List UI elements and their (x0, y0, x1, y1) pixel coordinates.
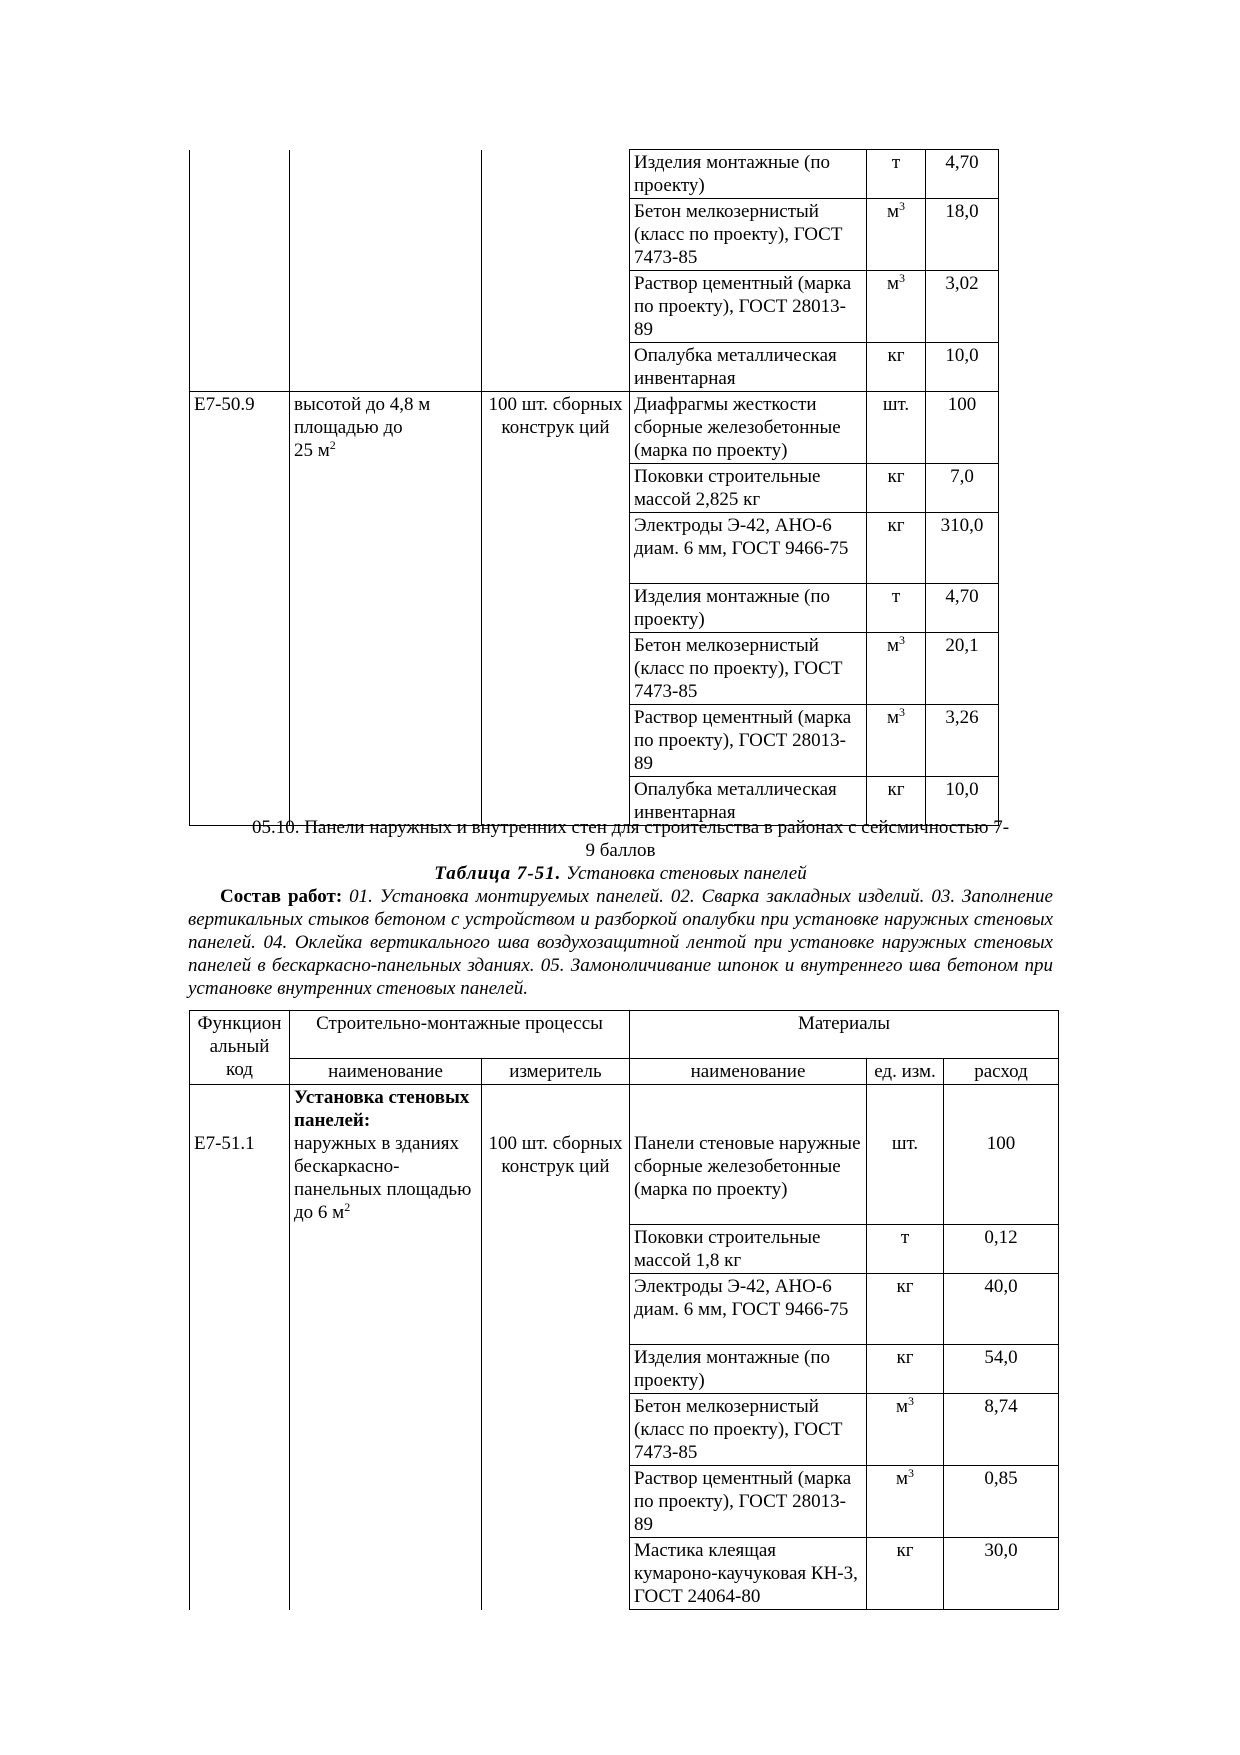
header-proc-measure: измеритель (482, 1059, 630, 1085)
process-measure: 100 шт. сборных конструк ций (482, 1085, 630, 1610)
material-value: 100 (926, 392, 999, 464)
material-unit: $м^3$ (867, 1466, 944, 1538)
material-value: 100 (944, 1085, 1059, 1225)
material-name: Электроды Э-42, АНО-6 диам. 6 мм, ГОСТ 9466-75 (630, 513, 867, 584)
material-value: 30,0 (944, 1538, 1059, 1610)
material-unit: кг (867, 1538, 944, 1610)
material-value: 8,74 (944, 1394, 1059, 1466)
material-value: 310,0 (926, 513, 999, 584)
material-name: Электроды Э-42, АНО-6 диам. 6 мм, ГОСТ 9466-75 (630, 1274, 867, 1345)
material-unit: $м^3$ (867, 271, 926, 343)
table-row (190, 392, 999, 464)
material-unit: т (867, 584, 926, 633)
material-unit: кг (867, 1274, 944, 1345)
table-row (190, 150, 999, 199)
material-unit: кг (867, 464, 926, 513)
table-7-50-continuation (189, 149, 999, 826)
material-name: Опалубка металлическая инвентарная (630, 343, 867, 392)
material-unit: $м^3$ (867, 199, 926, 271)
composition-text: 01. Установка монтируемых панелей. 02. Сварка закладных изделий. 03. Заполнение вертикальных стыков бетоном с устройством и разборкой опалубки при установке наружных стеновых панелей. 04. Оклейка вертикального шва воздухозащитной лентой при установке наружных стеновых панелей в бескаркасно-панельных зданиях. 05. Замоноличивание шпонок и внутреннего шва бетоном при установке внутренних стеновых панелей. (188, 886, 1053, 999)
table-row (190, 1085, 1059, 1225)
material-value: 3,02 (926, 271, 999, 343)
material-value: 0,85 (944, 1466, 1059, 1538)
table-7-51 (189, 1010, 1059, 1610)
table-caption: Таблица 7-51. Установка стеновых панелей (434, 863, 807, 884)
material-name: Бетон мелкозернистый (класс по проекту), ГОСТ 7473-85 (630, 1394, 867, 1466)
work-composition (188, 885, 1053, 1000)
material-name: Мастика клеящая кумароно-каучуковая КН-3, ГОСТ 24064-80 (630, 1538, 867, 1610)
material-unit: $м^3$ (867, 633, 926, 705)
material-unit: шт. (867, 392, 926, 464)
material-name: Поковки строительные массой 2,825 кг (630, 464, 867, 513)
header-materials: Материалы (630, 1011, 1059, 1059)
material-unit: кг (867, 777, 926, 826)
composition-label: Состав работ: (220, 886, 343, 907)
table-header-row (190, 1059, 1059, 1085)
material-value: 10,0 (926, 343, 999, 392)
table-header-row (190, 1011, 1059, 1059)
material-value: 54,0 (944, 1345, 1059, 1394)
material-name: Диафрагмы жесткости сборные железобетонные (марка по проекту) (630, 392, 867, 464)
material-unit: кг (867, 1345, 944, 1394)
material-name: Опалубка металлическая инвентарная (630, 777, 867, 826)
header-func-code: Функцион альный код (190, 1011, 290, 1085)
header-mat-consumption: расход (944, 1059, 1059, 1085)
material-value: 7,0 (926, 464, 999, 513)
material-name: Поковки строительные массой 1,8 кг (630, 1225, 867, 1274)
header-processes: Строительно-монтажные процессы (290, 1011, 630, 1059)
process-name: Установка стеновых панелей: наружных в зданиях бескаркасно-панельных площадью до 6 $м^2$ (290, 1085, 482, 1610)
material-unit: $м^3$ (867, 705, 926, 777)
header-mat-unit: ед. изм. (867, 1059, 944, 1085)
material-name: Изделия монтажные (по проекту) (630, 150, 867, 199)
material-name: Раствор цементный (марка по проекту), ГОСТ 28013-89 (630, 271, 867, 343)
header-mat-name: наименование (630, 1059, 867, 1085)
material-unit: шт. (867, 1085, 944, 1225)
section-heading: 05.10. Панели наружных и внутренних стен для строительства в районах с сейсмичностью 7- 9 баллов (251, 817, 1010, 861)
material-value: 40,0 (944, 1274, 1059, 1345)
process-name: высотой до 4,8 м площадью до 25 $м^2$ (290, 392, 482, 826)
process-measure: 100 шт. сборных конструк ций (482, 392, 630, 826)
material-value: 4,70 (926, 584, 999, 633)
material-name: Бетон мелкозернистый (класс по проекту), ГОСТ 7473-85 (630, 633, 867, 705)
material-name: Изделия монтажные (по проекту) (630, 1345, 867, 1394)
material-name: Раствор цементный (марка по проекту), ГОСТ 28013-89 (630, 705, 867, 777)
material-name: Раствор цементный (марка по проекту), ГОСТ 28013-89 (630, 1466, 867, 1538)
material-value: 20,1 (926, 633, 999, 705)
material-name: Бетон мелкозернистый (класс по проекту), ГОСТ 7473-85 (630, 199, 867, 271)
material-unit: $м^3$ (867, 1394, 944, 1466)
material-unit: кг (867, 513, 926, 584)
material-value: 0,12 (944, 1225, 1059, 1274)
material-value: 4,70 (926, 150, 999, 199)
material-name: Изделия монтажные (по проекту) (630, 584, 867, 633)
material-value: 10,0 (926, 777, 999, 826)
func-code: Е7-51.1 (190, 1085, 290, 1610)
material-unit: т (867, 1225, 944, 1274)
func-code: Е7-50.9 (190, 392, 290, 826)
header-proc-name: наименование (290, 1059, 482, 1085)
material-unit: кг (867, 343, 926, 392)
material-unit: т (867, 150, 926, 199)
material-value: 18,0 (926, 199, 999, 271)
material-name: Панели стеновые наружные сборные железобетонные (марка по проекту) (630, 1085, 867, 1225)
material-value: 3,26 (926, 705, 999, 777)
